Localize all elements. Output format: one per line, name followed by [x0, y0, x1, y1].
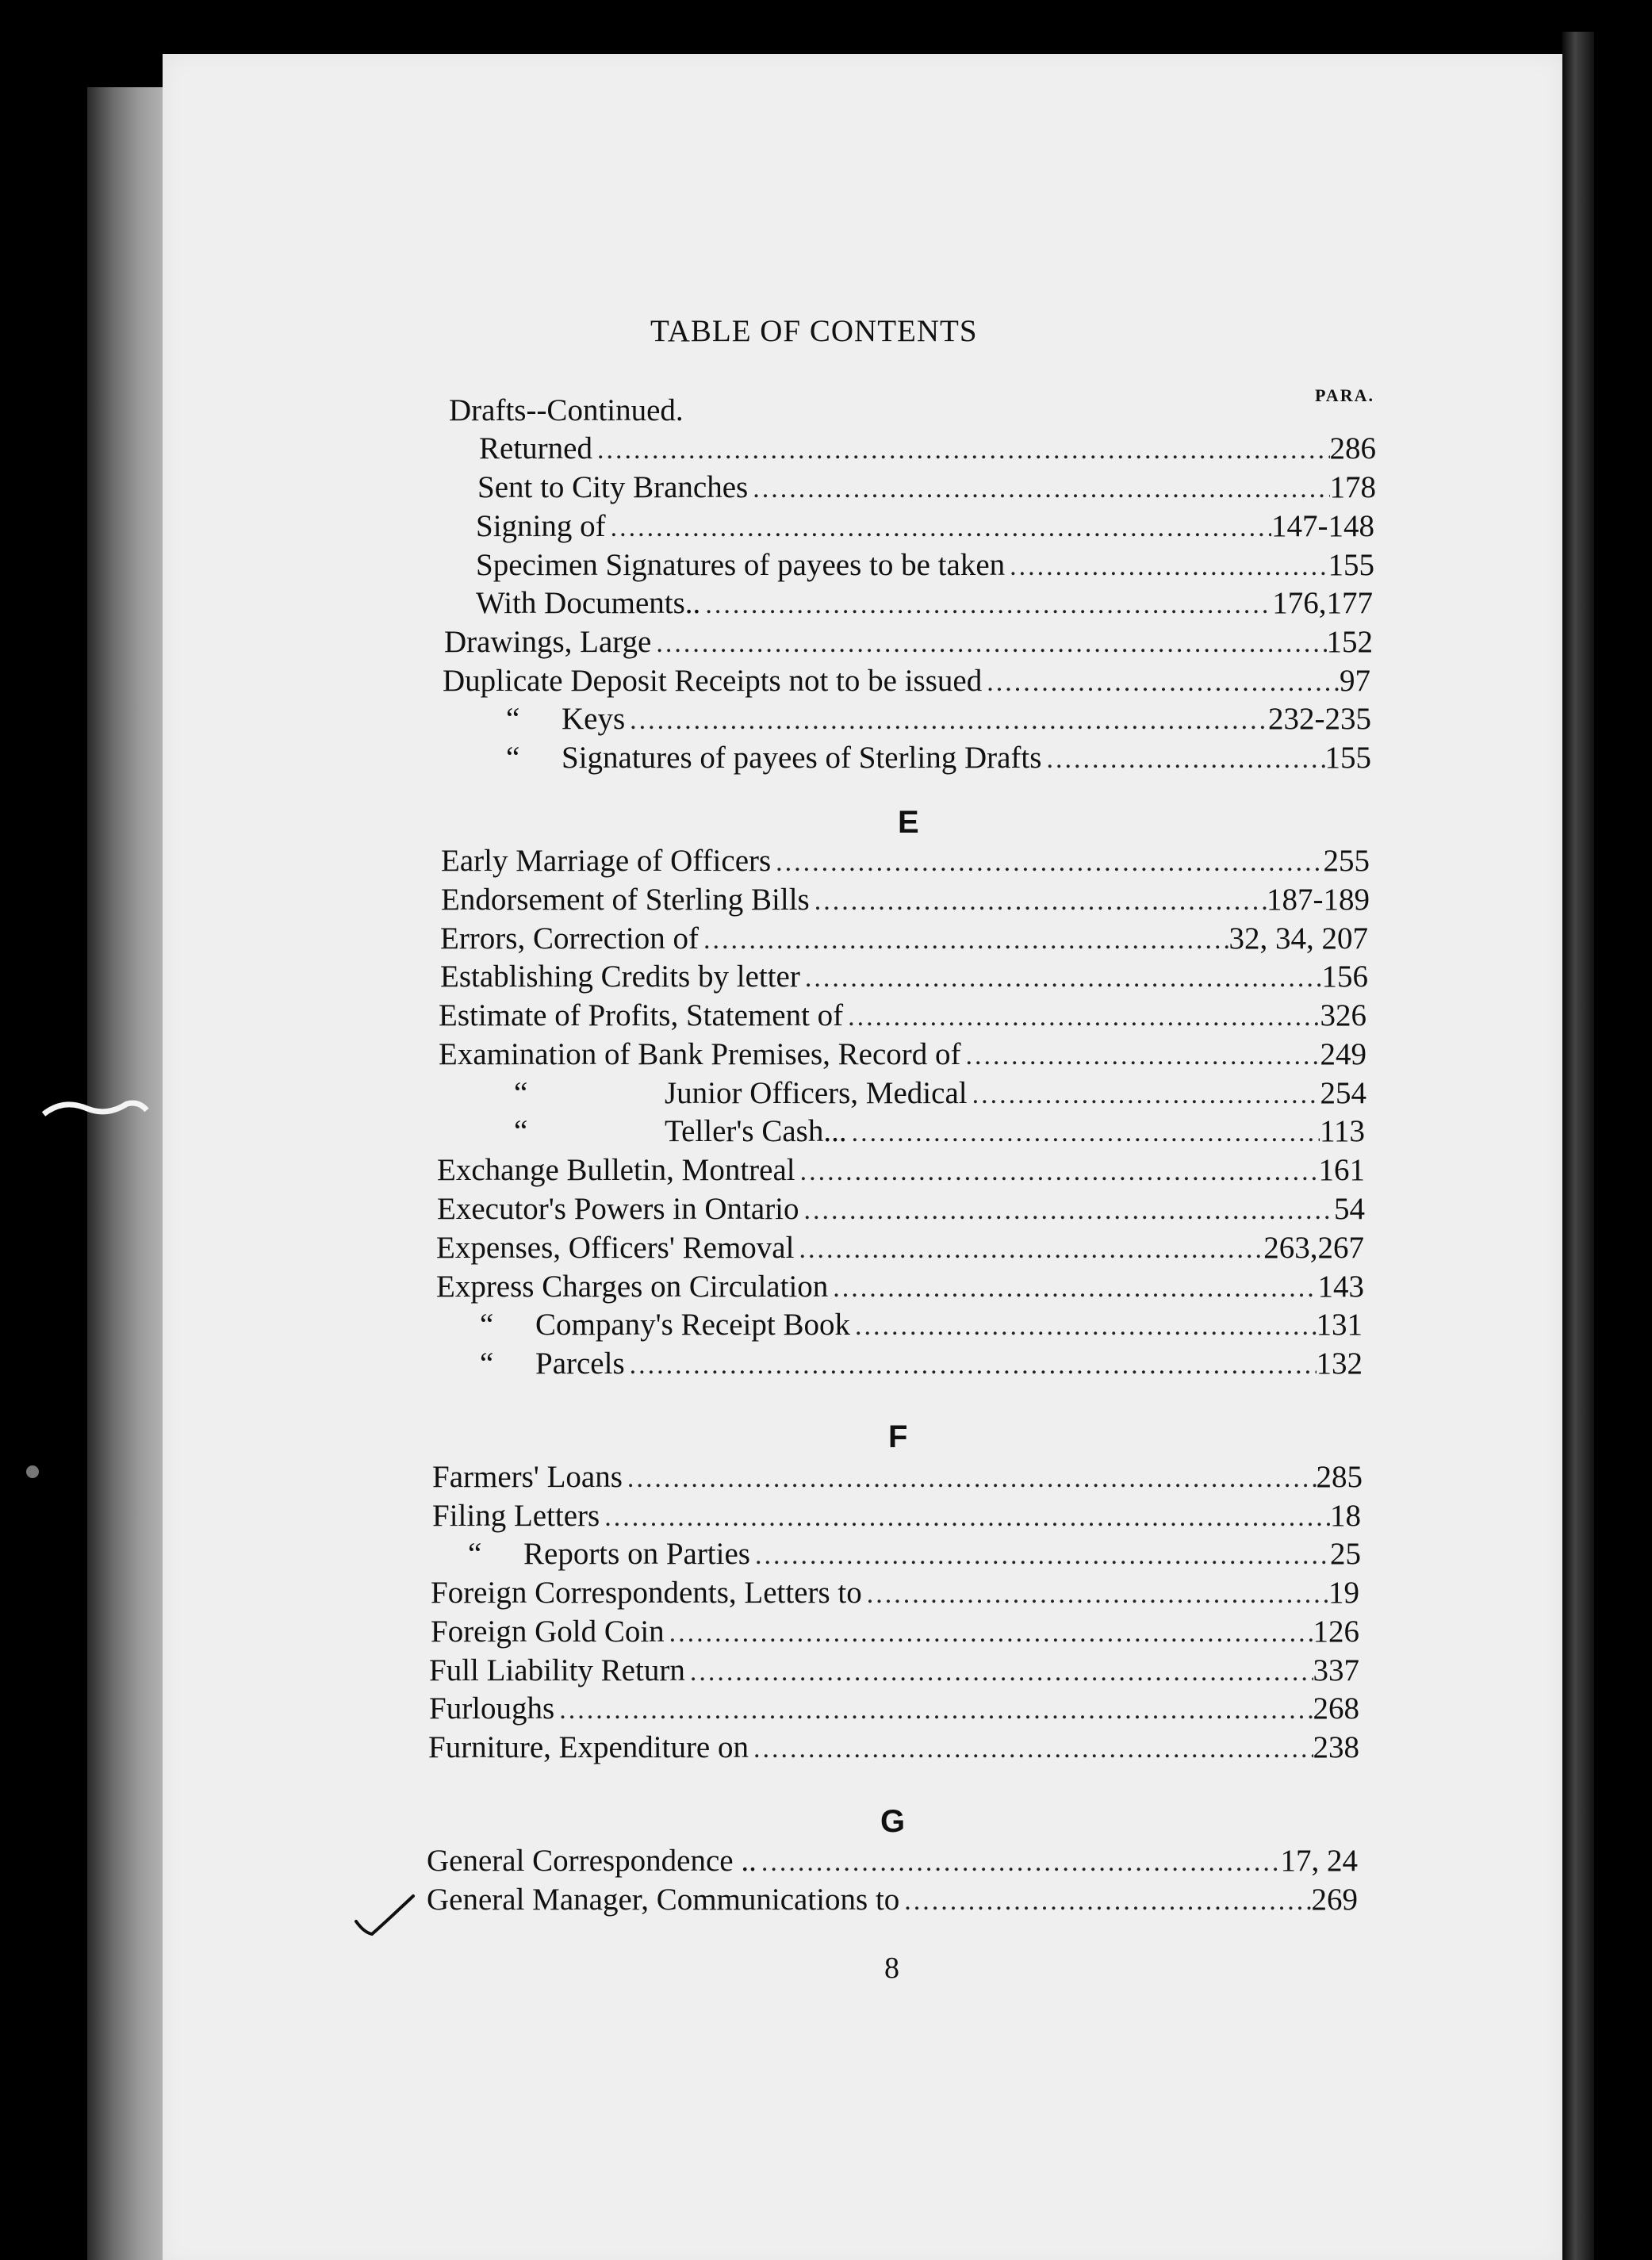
list-item: [436, 1230, 1364, 1268]
entry-number: 32, 34, 207: [1228, 921, 1368, 956]
list-item: [468, 1536, 1361, 1574]
list-item: [449, 393, 1369, 431]
leader-dots: [850, 1312, 1317, 1342]
list-item: [480, 1346, 1363, 1384]
leader-dots: [592, 435, 1330, 465]
column-label: PARA.: [1315, 385, 1374, 405]
leader-dots: [961, 1041, 1320, 1071]
entry-label: Specimen Signatures of payees to be taken: [476, 548, 1006, 582]
list-item: [479, 431, 1376, 469]
list-item: [477, 469, 1376, 508]
leader-dots: [771, 848, 1323, 878]
entry-number: 155: [1324, 741, 1371, 775]
list-item: [441, 843, 1370, 881]
list-item: [514, 1113, 1365, 1151]
leader-dots: [1005, 552, 1328, 582]
leader-dots: [749, 1734, 1313, 1764]
list-item: [437, 1152, 1365, 1190]
entry-label: Express Charges on Circulation: [436, 1270, 829, 1304]
entry-number: 143: [1317, 1270, 1364, 1304]
entry-label: Reports on Parties: [523, 1537, 750, 1571]
list-item: [427, 1882, 1358, 1920]
entry-label: Errors, Correction of: [440, 921, 699, 956]
entry-number: 337: [1313, 1653, 1359, 1687]
entry-number: 54: [1334, 1192, 1365, 1226]
leader-dots: [748, 474, 1329, 504]
entry-number: 131: [1316, 1308, 1363, 1342]
leader-dots: [665, 1618, 1313, 1649]
leader-dots: [651, 629, 1326, 659]
ditto-mark: “: [468, 1537, 482, 1571]
list-item: [440, 959, 1368, 997]
entry-number: 147-148: [1271, 509, 1374, 543]
list-item: [443, 663, 1370, 701]
pencil-checkmark: [353, 1891, 416, 1939]
entry-number: 249: [1320, 1037, 1366, 1071]
list-item: [431, 1614, 1359, 1652]
entry-number: 161: [1318, 1153, 1365, 1187]
entry-label: Executor's Powers in Ontario: [437, 1192, 799, 1226]
entry-label: Furloughs: [429, 1691, 555, 1726]
section-letter: G: [880, 1804, 906, 1839]
section-letter: E: [898, 805, 919, 840]
list-item: [444, 624, 1373, 662]
entry-label: Establishing Credits by letter: [440, 960, 800, 994]
entry-label: Company's Receipt Book: [535, 1308, 850, 1342]
list-item: [440, 921, 1368, 959]
list-item: [428, 1729, 1359, 1768]
ditto-mark: “: [480, 1346, 494, 1381]
entry-label: Returned: [479, 431, 592, 465]
entry-number: 268: [1313, 1691, 1359, 1726]
ditto-mark: “: [514, 1114, 528, 1148]
list-item: [429, 1653, 1359, 1691]
entry-number: 255: [1323, 844, 1370, 878]
entry-label: Full Liability Return: [429, 1653, 685, 1687]
leader-dots: [625, 706, 1268, 736]
leader-dots: [795, 1157, 1319, 1187]
entry-number: 155: [1328, 548, 1374, 582]
list-item: [432, 1459, 1363, 1497]
entry-number: 254: [1320, 1076, 1366, 1110]
entry-number: 238: [1313, 1730, 1359, 1764]
leader-dots: [799, 1196, 1334, 1226]
list-item: [514, 1075, 1366, 1113]
list-item: [436, 1269, 1364, 1307]
entry-number: 285: [1316, 1460, 1363, 1494]
leader-dots: [600, 1503, 1330, 1533]
list-item: [476, 547, 1374, 585]
list-item: [506, 701, 1371, 739]
leader-dots: [699, 925, 1229, 956]
leader-dots: [847, 1118, 1320, 1148]
entry-number: 17, 24: [1280, 1844, 1358, 1878]
entry-label: Furniture, Expenditure on: [428, 1730, 749, 1764]
leader-dots: [843, 1002, 1320, 1032]
entry-label: General Correspondence ..: [427, 1844, 757, 1878]
leader-dots: [982, 668, 1340, 698]
entry-label: Early Marriage of Officers: [441, 844, 772, 878]
list-item: [432, 1498, 1361, 1536]
list-item: [506, 740, 1371, 778]
entry-number: 232-235: [1268, 702, 1371, 736]
entry-label: Filing Letters: [432, 1499, 600, 1533]
list-item: [439, 998, 1366, 1036]
entry-label: Parcels: [535, 1346, 625, 1381]
entry-label: Sent to City Branches: [477, 470, 749, 504]
entry-number: 126: [1313, 1615, 1359, 1649]
entry-number: 156: [1321, 960, 1368, 994]
list-item: [439, 1036, 1366, 1074]
ditto-mark: “: [514, 1076, 528, 1110]
leader-dots: [606, 513, 1271, 543]
entry-number: 326: [1320, 998, 1366, 1032]
entry-label: Exchange Bulletin, Montreal: [437, 1153, 795, 1187]
entry-number: 152: [1326, 625, 1373, 659]
entry-label: Foreign Correspondents, Letters to: [431, 1576, 862, 1610]
page-number: 8: [884, 1952, 899, 1985]
leader-dots: [750, 1541, 1330, 1571]
entry-label: Keys: [562, 702, 626, 736]
dust-speck: [24, 1463, 41, 1480]
entry-label: Signatures of payees of Sterling Drafts: [562, 741, 1042, 775]
entry-label: Drafts--Continued.: [449, 393, 684, 427]
book-edge: [1562, 32, 1594, 2260]
list-item: [476, 508, 1374, 546]
list-item: [437, 1191, 1365, 1229]
list-item: [429, 1691, 1359, 1729]
entry-number: 286: [1329, 431, 1376, 465]
section-letter: F: [888, 1419, 908, 1454]
entry-label: Estimate of Profits, Statement of: [439, 998, 844, 1032]
entry-label: With Documents..: [476, 586, 701, 620]
list-item: [476, 585, 1373, 623]
entry-label: General Manager, Communications to: [427, 1883, 900, 1917]
leader-dots: [862, 1580, 1328, 1610]
leader-dots: [968, 1080, 1320, 1110]
leader-dots: [700, 590, 1272, 620]
page-title: TABLE OF CONTENTS: [650, 314, 978, 348]
entry-label: Duplicate Deposit Receipts not to be issued: [443, 664, 983, 698]
entry-label: Signing of: [476, 509, 606, 543]
entry-label: Examination of Bank Premises, Record of: [439, 1037, 961, 1071]
ditto-mark: “: [506, 702, 520, 736]
entry-label: Junior Officers, Medical: [665, 1076, 968, 1110]
entry-number: 178: [1329, 470, 1376, 504]
leader-dots: [810, 887, 1267, 917]
leader-dots: [623, 1464, 1317, 1494]
leader-dots: [794, 1235, 1263, 1265]
entry-number: 113: [1319, 1114, 1365, 1148]
entry-number: 25: [1330, 1537, 1361, 1571]
leader-dots: [554, 1695, 1313, 1726]
ditto-mark: “: [506, 741, 520, 775]
entry-label: Teller's Cash...: [665, 1114, 847, 1148]
entry-number: 132: [1316, 1346, 1363, 1381]
entry-number: 18: [1330, 1499, 1361, 1533]
page-tear-mark: [40, 1094, 151, 1126]
leader-dots: [685, 1657, 1313, 1687]
list-item: [427, 1843, 1358, 1881]
list-item: [441, 882, 1370, 920]
entry-number: 19: [1328, 1576, 1359, 1610]
entry-label: Endorsement of Sterling Bills: [441, 883, 810, 917]
entry-number: 176,177: [1272, 586, 1373, 620]
entry-number: 263,267: [1263, 1231, 1364, 1265]
leader-dots: [1041, 745, 1324, 775]
entry-label: Foreign Gold Coin: [431, 1615, 665, 1649]
entry-label: Expenses, Officers' Removal: [436, 1231, 795, 1265]
entry-label: Drawings, Large: [444, 625, 652, 659]
entry-number: 97: [1340, 664, 1370, 698]
entry-number: 269: [1311, 1883, 1358, 1917]
entry-number: 187-189: [1267, 883, 1370, 917]
leader-dots: [800, 963, 1322, 994]
entry-label: Farmers' Loans: [432, 1460, 623, 1494]
list-item: [480, 1307, 1363, 1345]
leader-dots: [625, 1350, 1317, 1381]
ditto-mark: “: [480, 1308, 494, 1342]
book-binding: [87, 87, 174, 2260]
leader-dots: [828, 1274, 1317, 1304]
list-item: [431, 1575, 1359, 1613]
leader-dots: [757, 1848, 1281, 1878]
leader-dots: [899, 1887, 1311, 1917]
